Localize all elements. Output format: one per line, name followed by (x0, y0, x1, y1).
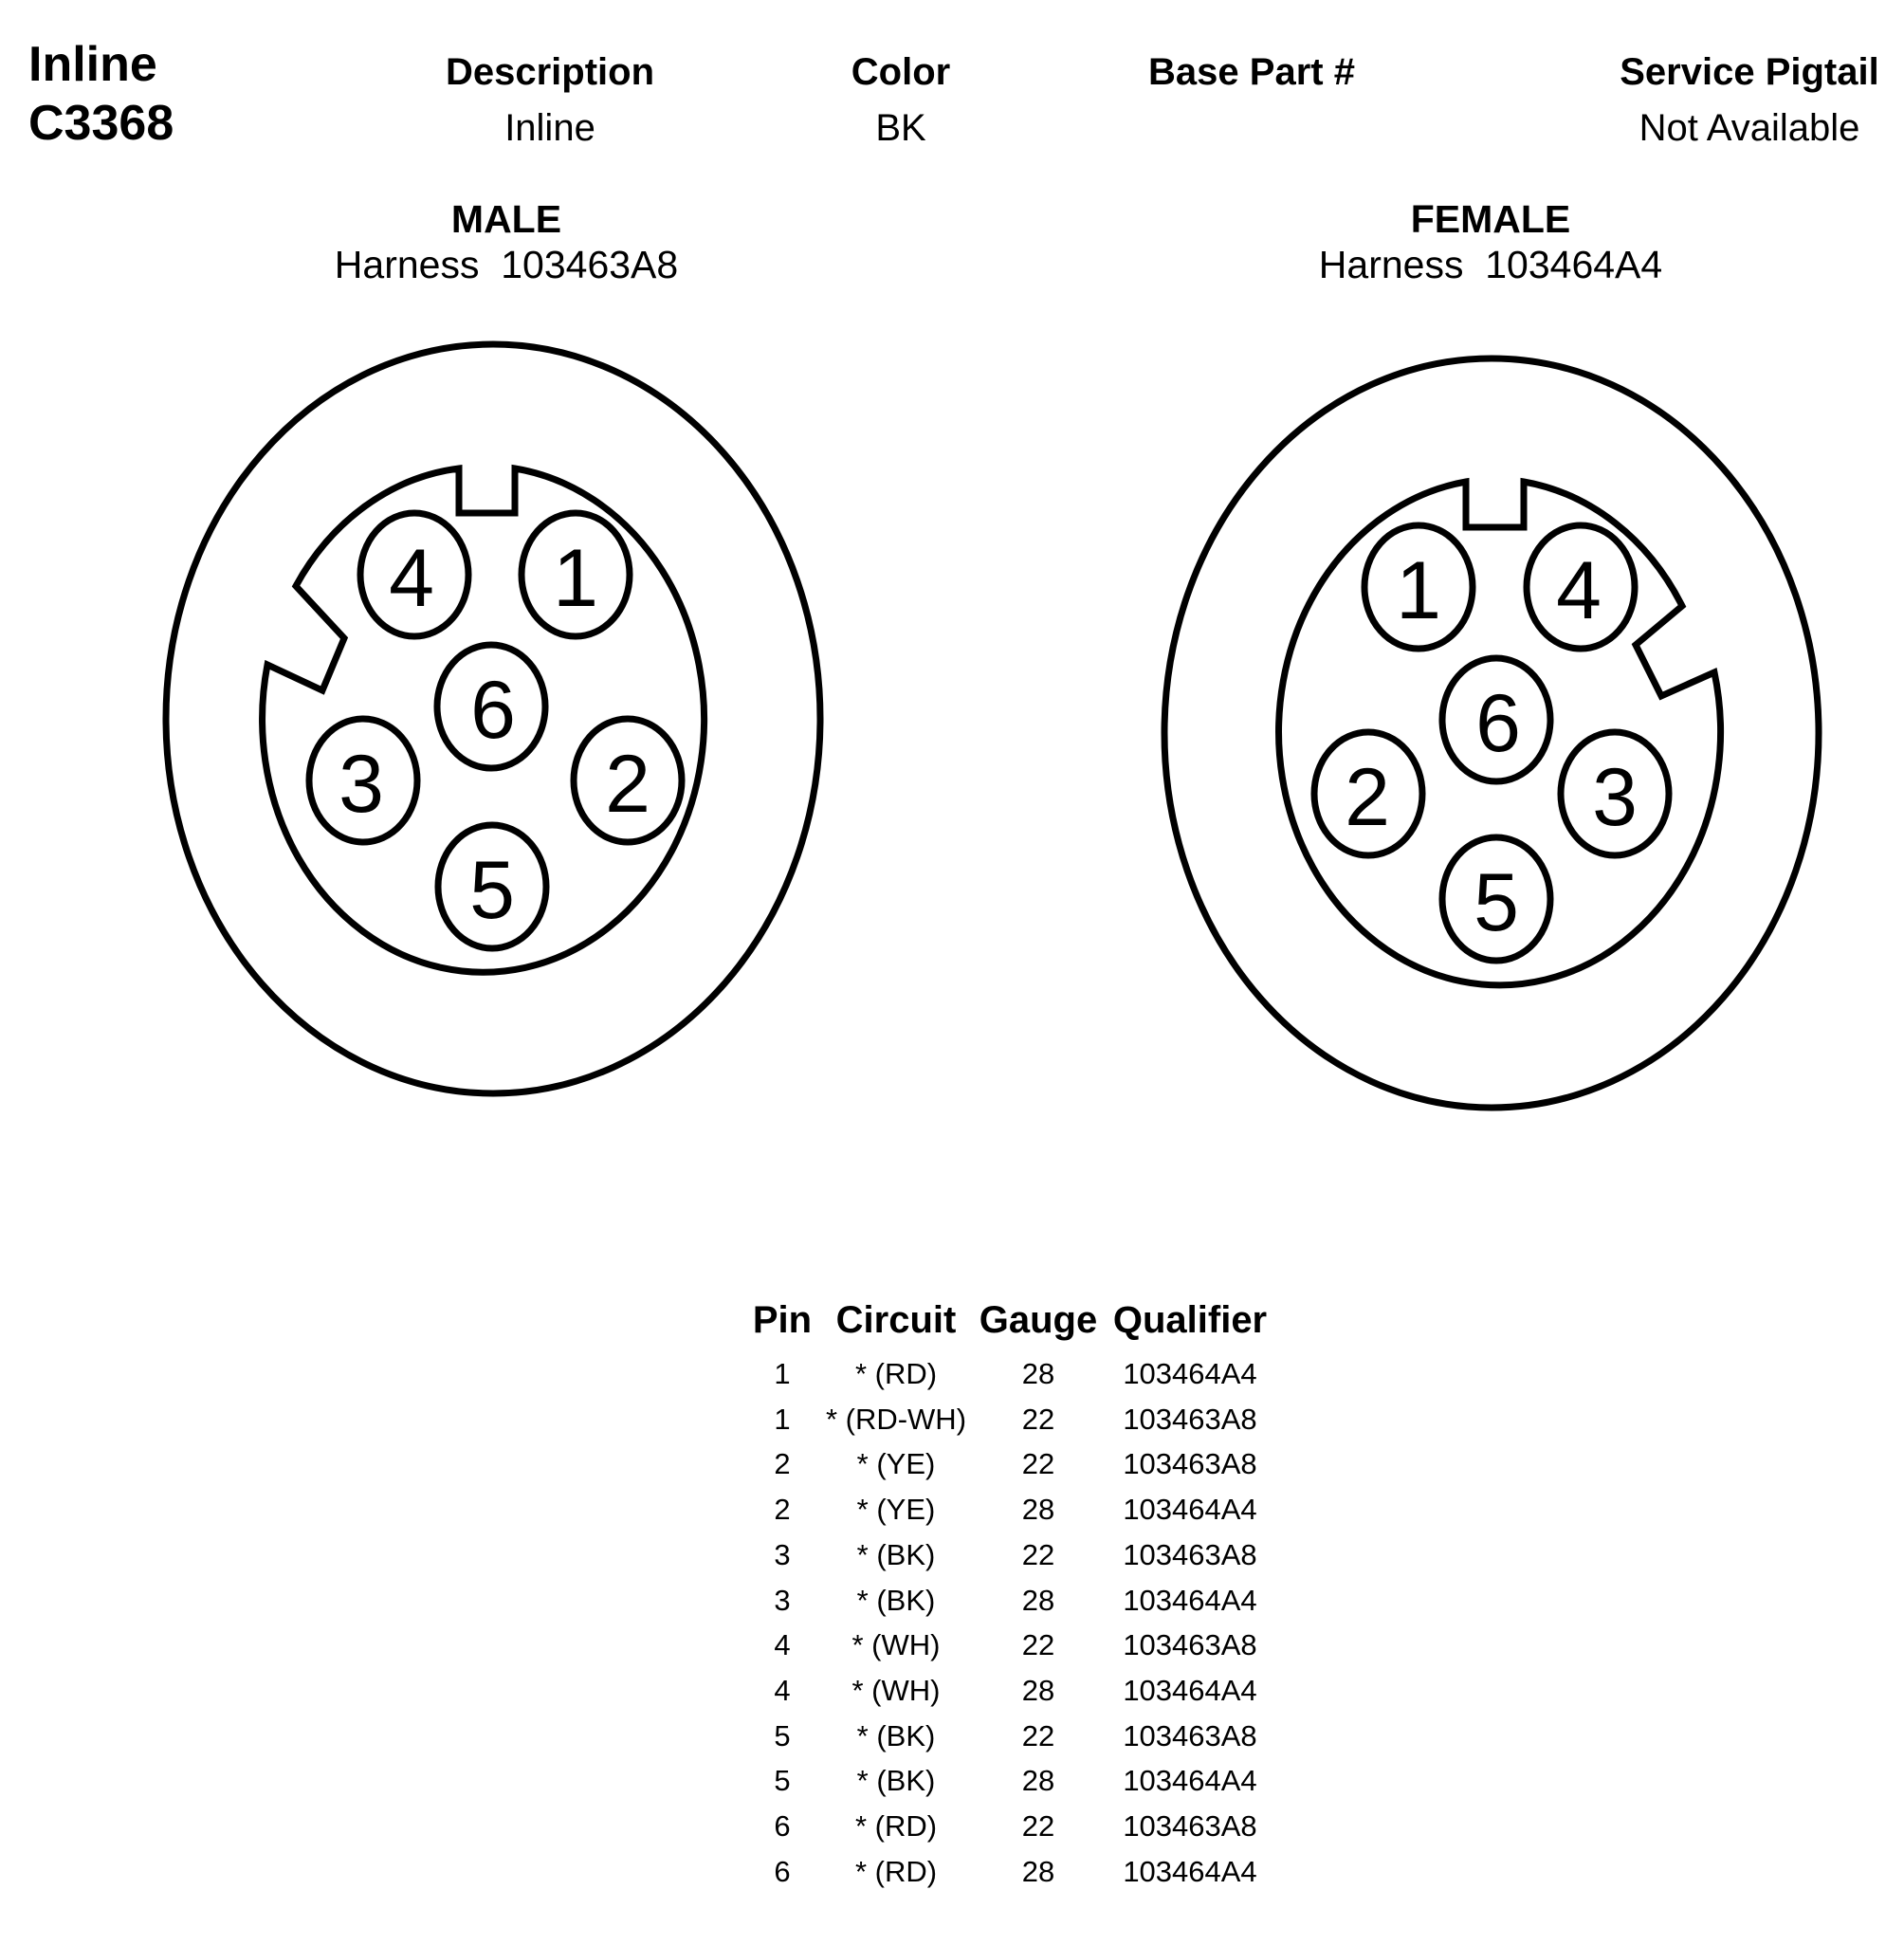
description-value: Inline (504, 107, 595, 149)
qualifier-cell: 103464A4 (1123, 1764, 1257, 1798)
gauge-cell: 28 (1021, 1854, 1055, 1888)
pin-cell: 1 (774, 1402, 791, 1436)
gauge-cell: 28 (1021, 1357, 1055, 1390)
qualifier-cell: 103463A8 (1123, 1537, 1257, 1571)
base-part-header: Base Part # (1148, 51, 1355, 93)
circuit-cell: * (BK) (856, 1537, 936, 1571)
male-pin-label: 6 (470, 665, 516, 756)
gauge-cell: 22 (1021, 1718, 1055, 1752)
pin-cell: 5 (774, 1718, 791, 1752)
pin-cell: 4 (774, 1673, 791, 1707)
pin-cell: 4 (774, 1628, 791, 1662)
gauge-cell: 22 (1021, 1809, 1055, 1843)
circuit-cell: * (WH) (851, 1628, 941, 1662)
female-pin-label: 3 (1592, 752, 1638, 843)
qualifier-cell: 103464A4 (1123, 1493, 1257, 1527)
circuit-cell: * (WH) (851, 1673, 941, 1707)
circuit-cell: * (BK) (856, 1583, 936, 1617)
qualifier-header: Qualifier (1112, 1299, 1268, 1341)
pin-cell: 2 (774, 1447, 791, 1481)
female-harness: Harness 103464A4 (1318, 243, 1663, 286)
male-pin-label: 5 (469, 845, 515, 936)
qualifier-cell: 103463A8 (1123, 1718, 1257, 1752)
gauge-cell: 22 (1021, 1628, 1055, 1662)
circuit-cell: * (YE) (856, 1493, 936, 1527)
qualifier-cell: 103464A4 (1123, 1854, 1257, 1888)
female-pin-label: 2 (1345, 752, 1390, 843)
qualifier-cell: 103463A8 (1123, 1402, 1257, 1436)
female-pin-label: 1 (1396, 545, 1441, 636)
qualifier-cell: 103464A4 (1123, 1673, 1257, 1707)
gauge-cell: 28 (1021, 1764, 1055, 1798)
female-pin-label: 4 (1556, 545, 1602, 636)
male-label: MALE (450, 197, 562, 241)
gauge-cell: 28 (1021, 1493, 1055, 1527)
circuit-cell: * (RD-WH) (825, 1402, 967, 1436)
gauge-cell: 22 (1021, 1447, 1055, 1481)
qualifier-cell: 103464A4 (1123, 1357, 1257, 1390)
color-header: Color (851, 51, 951, 93)
circuit-header: Circuit (835, 1299, 957, 1341)
service-pigtail-value: Not Available (1639, 107, 1860, 149)
male-pin-label: 1 (553, 533, 598, 624)
male-pin-label: 3 (339, 739, 384, 830)
pin-header: Pin (752, 1299, 813, 1341)
circuit-cell: * (BK) (856, 1764, 936, 1798)
male-harness: Harness 103463A8 (334, 243, 679, 286)
connector-type: Inline (28, 37, 157, 92)
circuit-cell: * (RD) (854, 1854, 938, 1888)
qualifier-cell: 103463A8 (1123, 1447, 1257, 1481)
service-pigtail-header: Service Pigtail (1620, 51, 1879, 93)
pin-cell: 6 (774, 1854, 791, 1888)
color-value: BK (875, 107, 926, 149)
circuit-cell: * (BK) (856, 1718, 936, 1752)
pin-cell: 5 (774, 1764, 791, 1798)
male-pin-label: 2 (605, 739, 650, 830)
circuit-cell: * (RD) (854, 1357, 938, 1390)
pin-cell: 1 (774, 1357, 791, 1390)
female-pin-label: 6 (1475, 678, 1521, 769)
pin-cell: 3 (774, 1537, 791, 1571)
female-pin-label: 5 (1474, 857, 1519, 948)
pin-cell: 6 (774, 1809, 791, 1843)
gauge-cell: 22 (1021, 1537, 1055, 1571)
qualifier-cell: 103463A8 (1123, 1628, 1257, 1662)
description-header: Description (445, 51, 655, 93)
female-label: FEMALE (1410, 197, 1571, 241)
gauge-cell: 28 (1021, 1673, 1055, 1707)
qualifier-cell: 103464A4 (1123, 1583, 1257, 1617)
gauge-cell: 28 (1021, 1583, 1055, 1617)
circuit-cell: * (YE) (856, 1447, 936, 1481)
gauge-cell: 22 (1021, 1402, 1055, 1436)
pin-cell: 3 (774, 1583, 791, 1617)
qualifier-cell: 103463A8 (1123, 1809, 1257, 1843)
connector-id: C3368 (28, 96, 174, 151)
pin-cell: 2 (774, 1493, 791, 1527)
circuit-cell: * (RD) (854, 1809, 938, 1843)
gauge-header: Gauge (979, 1299, 1098, 1341)
male-pin-label: 4 (389, 533, 434, 624)
